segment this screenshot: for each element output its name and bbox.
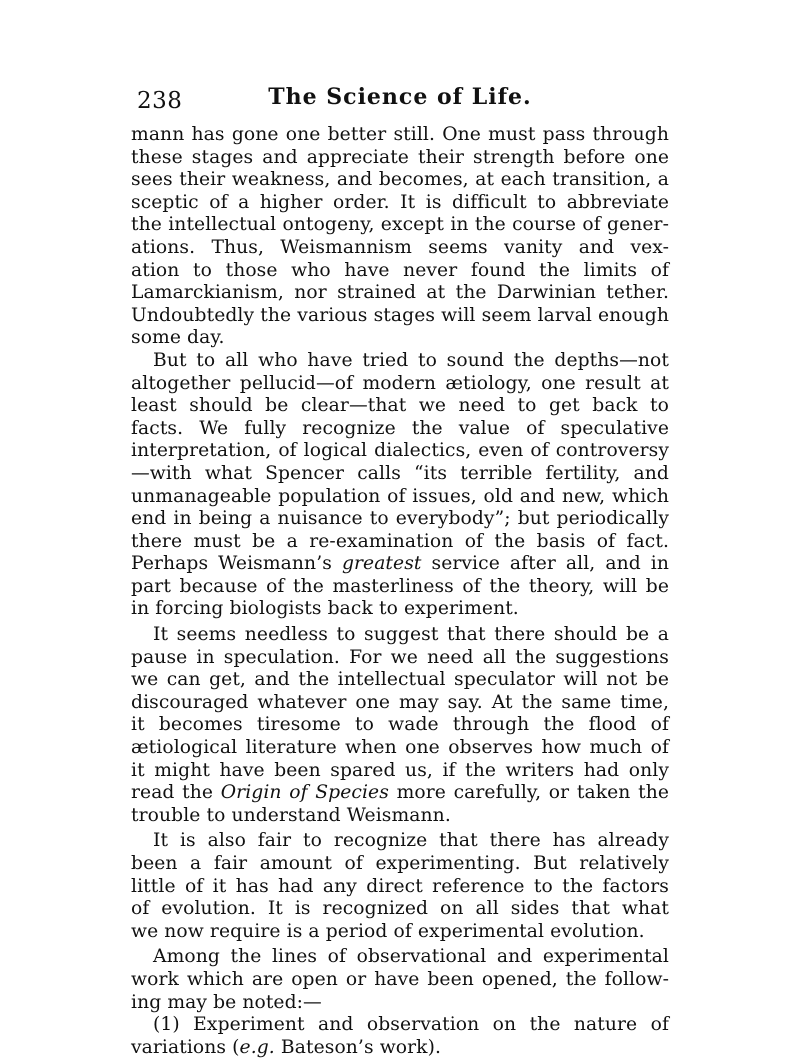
paragraph-6	[131, 1014, 669, 1059]
text-line: little of it has had any direct reference to the factors	[131, 875, 669, 897]
text-run: variations (	[131, 1036, 240, 1058]
text-line: these stages and appreciate their strength before one	[131, 146, 669, 168]
text-line: part because of the masterliness of the theory, will be	[131, 575, 669, 597]
text-line: Among the lines of observational and experimental	[153, 946, 669, 968]
text-line: pause in speculation. For we need all the suggestions	[131, 646, 669, 668]
paragraph-5	[131, 946, 669, 1014]
text-line: end in being a nuisance to everybody”; but periodically	[131, 508, 669, 530]
text-line: it might have been spared us, if the writers had only	[131, 759, 669, 781]
text-line: sceptic of a higher order. It is difficult to abbreviate	[131, 191, 669, 213]
page-number: 238	[137, 88, 183, 114]
text-line: least should be clear—that we need to get back to	[131, 395, 669, 417]
paragraph-2	[131, 350, 669, 621]
text-line: But to all who have tried to sound the depths—not	[153, 349, 669, 371]
running-head	[131, 84, 669, 124]
text-line: altogether pellucid—of modern ætiology, one result at	[131, 372, 669, 394]
text-line: sees their weakness, and becomes, at each transition, a	[131, 169, 669, 191]
text-line: some day.	[131, 327, 225, 349]
text-run: Bateson’s work).	[280, 1036, 442, 1058]
text-line: ætiological literature when one observes how much of	[131, 737, 669, 759]
text-line: discouraged whatever one may say. At the same time,	[131, 691, 669, 713]
text-run: service after all, and in	[431, 553, 669, 575]
italic-run: Origin of Species	[220, 782, 389, 804]
italic-run: e.g.	[239, 1036, 275, 1058]
text-line: in forcing biologists back to experiment.	[131, 598, 519, 620]
text-line: there must be a re-examination of the basis of fact.	[131, 530, 669, 552]
text-line: It is also fair to recognize that there has already	[153, 830, 669, 852]
text-line: ation to those who have never found the limits of	[131, 259, 669, 281]
running-title: The Science of Life.	[268, 84, 532, 110]
text-line: mann has gone one better still. One must pass through	[131, 124, 669, 145]
body-text	[131, 124, 669, 1059]
paragraph-3	[131, 624, 669, 827]
text-line: It seems needless to suggest that there should be a	[153, 624, 669, 646]
italic-run: greatest	[341, 553, 422, 575]
text-line-mixed	[131, 553, 669, 576]
text-line: ing may be noted:—	[131, 991, 322, 1013]
text-line: —with what Spencer calls “its terrible fertility, and	[131, 462, 669, 484]
paragraph-4	[131, 830, 669, 943]
text-line: been a fair amount of experimenting. But relatively	[131, 853, 669, 874]
text-line-mixed	[131, 782, 669, 805]
text-line: we can get, and the intellectual speculator will not be	[131, 669, 669, 691]
text-run: read the	[131, 782, 214, 804]
text-line: (1) Experiment and observation on the nature of	[153, 1014, 669, 1036]
text-line: we now require is a period of experimental evolution.	[131, 920, 645, 942]
text-line: work which are open or have been opened, the follow-	[131, 968, 669, 990]
text-line: it becomes tiresome to wade through the flood of	[131, 714, 669, 736]
paragraph-1	[131, 124, 669, 350]
text-run: more carefully, or taken the	[396, 782, 669, 804]
book-page	[131, 84, 669, 1059]
text-line: unmanageable population of issues, old and new, which	[131, 485, 669, 507]
text-line: interpretation, of logical dialectics, even of controversy	[131, 440, 669, 462]
text-line: Lamarckianism, nor strained at the Darwinian tether.	[131, 282, 669, 304]
text-line: the intellectual ontogeny, except in the course of gener-	[131, 214, 669, 236]
text-line: ations. Thus, Weismannism seems vanity and vex-	[131, 236, 669, 258]
text-line: trouble to understand Weismann.	[131, 804, 451, 826]
text-line: of evolution. It is recognized on all sides that what	[131, 898, 669, 920]
text-run: Perhaps Weismann’s	[131, 553, 332, 575]
text-line-mixed	[131, 1037, 669, 1059]
text-line: Undoubtedly the various stages will seem larval enough	[131, 304, 669, 326]
text-line: facts. We fully recognize the value of speculative	[131, 417, 669, 439]
